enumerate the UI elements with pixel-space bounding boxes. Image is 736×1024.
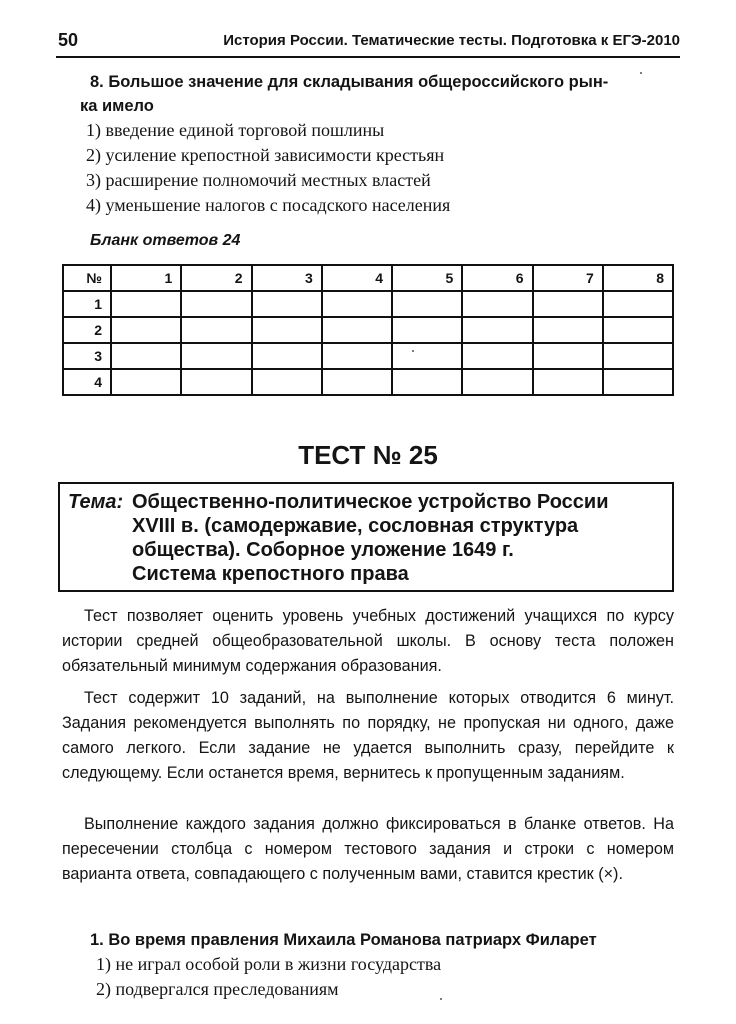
header-rule xyxy=(56,56,680,58)
answer-table-row xyxy=(63,291,673,317)
answer-cell[interactable] xyxy=(322,369,392,395)
answer-table-column-header: 8 xyxy=(603,265,673,291)
answer-cell[interactable] xyxy=(533,369,603,395)
answer-table-row-header: 4 xyxy=(63,369,111,395)
answer-cell[interactable] xyxy=(111,369,181,395)
answer-cell[interactable] xyxy=(111,317,181,343)
question-8-title xyxy=(80,70,680,118)
answer-cell[interactable] xyxy=(181,317,251,343)
question-1 xyxy=(90,928,680,1002)
answer-cell[interactable] xyxy=(603,317,673,343)
answer-cell[interactable] xyxy=(322,317,392,343)
topic-text xyxy=(132,490,672,586)
answer-cell[interactable] xyxy=(252,291,322,317)
answer-cell[interactable] xyxy=(603,291,673,317)
intro-paragraph: Тест позволяет оценить уровень учебных достижений учащихся по курсу истории средней общеобразовательной школы. В основу теста положен обязательный минимум содержания образования. xyxy=(62,607,674,675)
answer-cell[interactable] xyxy=(181,369,251,395)
answer-cell[interactable] xyxy=(322,343,392,369)
topic-line: общества). Соборное уложение 1649 г. xyxy=(132,539,514,561)
answer-table xyxy=(62,264,674,396)
answer-table-column-header: 7 xyxy=(533,265,603,291)
answer-table-row-header: 3 xyxy=(63,343,111,369)
topic-line: XVIII в. (самодержавие, сословная структура xyxy=(132,515,579,537)
topic-box xyxy=(58,482,674,592)
answer-cell[interactable] xyxy=(462,369,532,395)
answer-table-row-header: 2 xyxy=(63,317,111,343)
answer-table-row xyxy=(63,343,673,369)
question-1-title: 1. Во время правления Михаила Романова патриарх Филарет xyxy=(90,931,597,949)
running-title: История России. Тематические тесты. Подготовка к ЕГЭ-2010 xyxy=(223,32,680,49)
question-8-options xyxy=(80,118,680,218)
answer-table-column-header: 2 xyxy=(181,265,251,291)
answer-cell[interactable] xyxy=(252,369,322,395)
answer-cell[interactable] xyxy=(533,291,603,317)
answer-table-header-row xyxy=(63,265,673,291)
answer-table-column-header: 3 xyxy=(252,265,322,291)
answer-cell[interactable] xyxy=(462,343,532,369)
answer-table-column-header: 1 xyxy=(111,265,181,291)
answer-cell[interactable] xyxy=(392,291,462,317)
answer-option: 4) уменьшение налогов с посадского населения xyxy=(86,195,451,215)
question-1-options xyxy=(90,952,680,1002)
scan-speck xyxy=(440,998,442,1000)
answer-cell[interactable] xyxy=(533,317,603,343)
answer-option: 1) не играл особой роли в жизни государства xyxy=(96,954,442,974)
question-8 xyxy=(80,70,680,218)
answer-cell[interactable] xyxy=(462,317,532,343)
answer-cell[interactable] xyxy=(392,317,462,343)
answer-cell[interactable] xyxy=(603,369,673,395)
answer-cell[interactable] xyxy=(181,291,251,317)
answer-option: 2) усиление крепостной зависимости крестьян xyxy=(86,145,445,165)
answer-table-column-header: 4 xyxy=(322,265,392,291)
answer-cell[interactable] xyxy=(322,291,392,317)
answer-cell[interactable] xyxy=(111,291,181,317)
answer-table-corner-header: № xyxy=(63,265,111,291)
test-title: ТЕСТ № 25 xyxy=(298,440,438,470)
topic-line: Система крепостного права xyxy=(132,563,409,585)
answer-cell[interactable] xyxy=(603,343,673,369)
answer-cell[interactable] xyxy=(252,343,322,369)
running-header xyxy=(56,30,680,54)
answer-cell[interactable] xyxy=(111,343,181,369)
answer-option: 3) расширение полномочий местных властей xyxy=(86,170,431,190)
answer-table-row-header: 1 xyxy=(63,291,111,317)
question-8-title-line2: ка имело xyxy=(80,97,154,115)
scan-speck xyxy=(640,72,642,74)
answer-table-column-header: 5 xyxy=(392,265,462,291)
question-8-title-line1: 8. Большое значение для складывания общероссийского рын- xyxy=(90,73,609,91)
answer-cell[interactable] xyxy=(181,343,251,369)
answer-cell[interactable] xyxy=(392,369,462,395)
topic-label: Тема: xyxy=(68,491,124,513)
answer-cell[interactable] xyxy=(252,317,322,343)
answer-table-column-header: 6 xyxy=(462,265,532,291)
answer-option: 1) введение единой торговой пошлины xyxy=(86,120,385,140)
answer-cell[interactable] xyxy=(392,343,462,369)
answer-cell[interactable] xyxy=(533,343,603,369)
scan-speck xyxy=(412,350,414,352)
answer-table-row xyxy=(63,317,673,343)
answer-cell[interactable] xyxy=(462,291,532,317)
answer-table-row xyxy=(63,369,673,395)
answer-form-title: Бланк ответов 24 xyxy=(90,232,241,249)
topic-line: Общественно-политическое устройство России xyxy=(132,491,609,513)
answer-option: 2) подвергался преследованиям xyxy=(96,979,339,999)
marking-paragraph: Выполнение каждого задания должно фиксироваться в бланке ответов. На пересечении столбца с номером тестового задания и строки с номером варианта ответа, совпадающего с полученным вами, ставится крестик (×). xyxy=(62,815,674,883)
instructions-paragraph: Тест содержит 10 заданий, на выполнение которых отводится 6 минут. Задания рекомендуется выполнять по порядку, не пропуская ни одного, даже самого легкого. Если задание не удается выполнить сразу, перейдите к следующему. Если останется время, вернитесь к пропущенным заданиям. xyxy=(62,689,674,782)
page-number: 50 xyxy=(58,30,79,50)
